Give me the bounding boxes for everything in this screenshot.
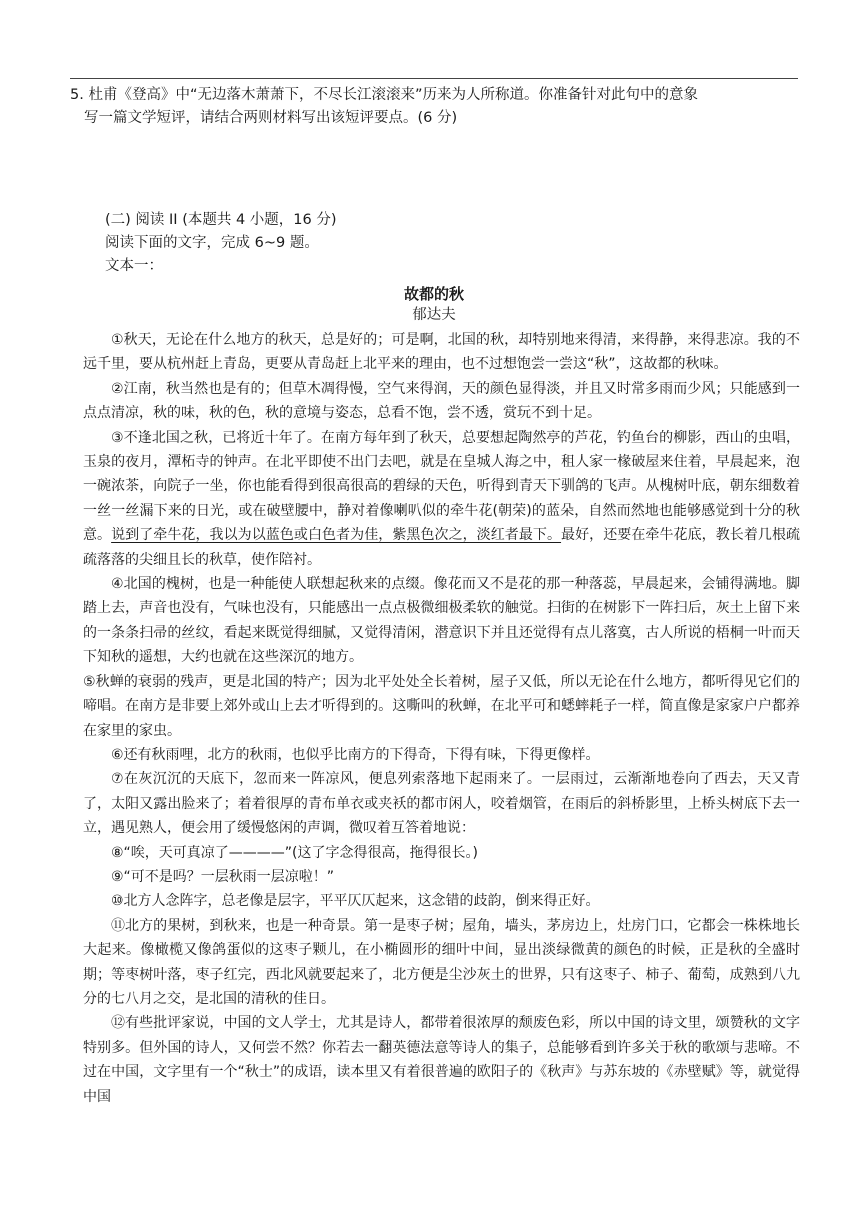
- paragraph-3-part-b: 最好，还要在牵牛花底，教长着几根疏疏落落的尖细且长的秋草，使作陪衬。: [83, 527, 801, 568]
- article-title: 故都的秋: [403, 285, 464, 303]
- paragraph-5: ⑤秋蝉的衰弱的残声，更是北国的特产；因为北平处处全长着树，屋子又低，所以无论在什么地方，都听得见它们的啼唱。在南方是非要上郊外或山上去才听得到的。这嘶叫的秋蝉，在北平可和蟋蟀耗子一样，简直像是家家户户都养在家里的家虫。: [83, 673, 800, 739]
- paragraph-11: ⑪北方的果树，到秋来，也是一种奇景。第一是枣子树；屋角，墙头，茅房边上，灶房门口，它都会一株株地长大起来。像橄榄又像鸽蛋似的这枣子颗儿，在小椭圆形的细叶中间，显出淡绿微黄的颜色的时候，正是秋的全盛时期；等枣树叶落，枣子红完，西北风就要起来了，北方便是尘沙灰土的世界，只有这枣子、柿子、葡萄，成熟到八九分的七八月之交，是北国的清秋的佳日。: [83, 917, 800, 1007]
- section-instruction: 阅读下面的文字，完成 6~9 题。: [105, 235, 319, 251]
- paragraph-9: ⑨“可不是吗？一层秋雨一层凉啦！”: [111, 868, 335, 885]
- paragraph-6: ⑥还有秋雨哩，北方的秋雨，也似乎比南方的下得奇，下得有味，下得更像样。: [111, 746, 600, 763]
- paragraph-3-underlined-sentence: 说到了牵牛花，我以为以蓝色或白色者为佳，紫黑色次之，淡红者最下。: [111, 527, 562, 544]
- paragraph-8: ⑧“唉，天可真凉了————”(这了字念得很高，拖得很长。): [111, 844, 478, 861]
- paragraph-2: ②江南，秋当然也是有的；但草木凋得慢，空气来得润，天的颜色显得淡，并且又时常多雨而少风；只能感到一点点清凉，秋的味，秋的色，秋的意境与姿态，总看不饱，尝不透，赏玩不到十足。: [83, 380, 800, 422]
- paragraph-10: ⑩北方人念阵字，总老像是层字，平平仄仄起来，这念错的歧韵，倒来得正好。: [111, 893, 600, 910]
- question-5-line-1: 5. 杜甫《登高》中“无边落木萧萧下，不尽长江滚滚来”历来为人所称道。你准备针对此句中的意象: [70, 87, 698, 103]
- top-divider: [70, 78, 798, 79]
- question-5: [70, 84, 800, 130]
- article-body: [83, 328, 800, 1109]
- paragraph-12: ⑫有些批评家说，中国的文人学士，尤其是诗人，都带着很浓厚的颓废色彩，所以中国的诗文里，颂赞秋的文字特别多。但外国的诗人，又何尝不然？你若去一翻英德法意等诗人的集子，总能够看到许多关于秋的歌颂与悲啼。不过在中国，文字里有一个“秋士”的成语，读本里又有着很普遍的欧阳子的《秋声》与苏东坡的《赤壁赋》等，就觉得中国: [83, 1015, 800, 1105]
- text-label: 文本一：: [105, 258, 163, 274]
- paragraph-7: ⑦在灰沉沉的天底下，忽而来一阵凉风，便息列索落地下起雨来了。一层雨过，云渐渐地卷向了西去，天又青了，太阳又露出脸来了；着着很厚的青布单衣或夹袄的都市闲人，咬着烟管，在雨后的斜桥影里，上桥头树底下去一立，遇见熟人，便会用了缓慢悠闲的声调，微叹着互答着地说：: [83, 771, 800, 837]
- reading-section-header: [105, 209, 705, 278]
- article-author: 郁达夫: [412, 307, 456, 323]
- paragraph-4: ④北国的槐树，也是一种能使人联想起秋来的点缀。像花而又不是花的那一种落蕊，早晨起来，会铺得满地。脚踏上去，声音也没有，气味也没有，只能感出一点点极微细极柔软的触觉。扫街的在树影下一阵扫后，灰土上留下来的一条条扫帚的丝纹，看起来既觉得细腻，又觉得清闲，潜意识下并且还觉得有点儿落寞，古人所说的梧桐一叶而天下知秋的遥想，大约也就在这些深沉的地方。: [83, 576, 800, 666]
- question-5-line-2: 写一篇文学短评，请结合两则材料写出该短评要点。(6 分): [84, 110, 458, 126]
- section-heading: (二) 阅读 II (本题共 4 小题，16 分): [105, 212, 337, 228]
- paragraph-3-part-a: ③不逢北国之秋，已将近十年了。在南方每年到了秋天，总要想起陶然亭的芦花，钓鱼台的柳影，西山的虫唱，玉泉的夜月，潭柘寺的钟声。在北平即使不出门去吧，就是在皇城人海之中，租人家一椽破屋来住着，早晨起来，泡一碗浓茶，向院子一坐，你也能看得到很高很高的碧绿的天色，听得到青天下驯鸽的飞声。从槐树叶底，朝东细数着一丝一丝漏下来的日光，或在破壁腰中，静对着像喇叭似的牵牛花(朝荣)的蓝朵，自然而然地也能够感觉到十分的秋意。: [83, 429, 800, 544]
- paragraph-1: ①秋天，无论在什么地方的秋天，总是好的；可是啊，北国的秋，却特别地来得清，来得静，来得悲凉。我的不远千里，要从杭州赶上青岛，更要从青岛赶上北平来的理由，也不过想饱尝一尝这“秋”，这故都的秋味。: [83, 332, 800, 373]
- paragraph-3: [83, 426, 800, 572]
